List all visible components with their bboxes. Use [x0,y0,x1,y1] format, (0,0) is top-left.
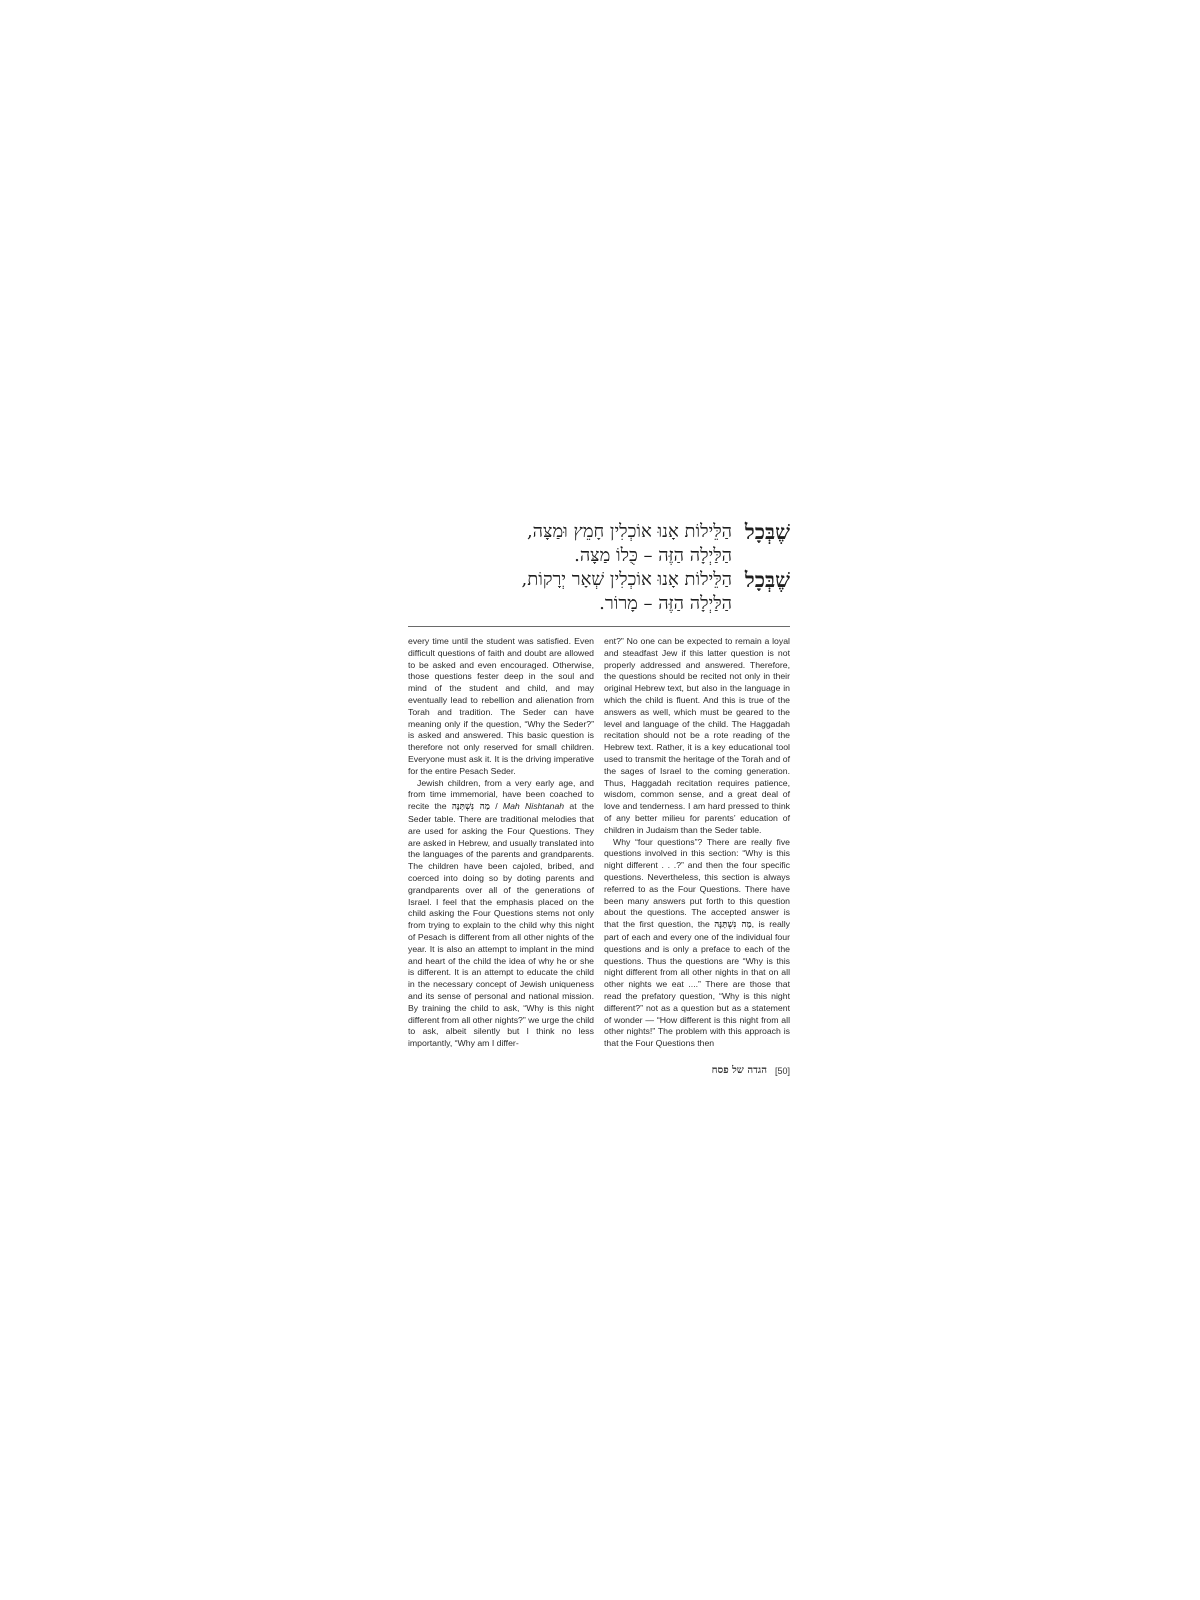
hebrew-passage [408,520,790,612]
text-run: Why “four questions”? There are really five questions involved in this section: “Why is this night different . . .?” and then the four specific questions. Nevertheless, this section is always referred to as the Four Questions. There have been many answers put forth to this question about the questions. The accepted answer is that the first question, the [604,836,790,930]
section-divider [408,626,790,627]
paragraph: ent?” No one can be expected to remain a loyal and steadfast Jew if this latter question is not properly addressed and answered. Therefore, the questions should be recited not only in their original Hebrew text, but also in the language in which the child is fluent. And this is true of the answers as well, which must be geared to the level and language of the child. The Haggadah recitation should not be a rote reading of the Hebrew text. Rather, it is a key educational tool used to transmit the heritage of the Torah and of the sages of Israel to the coming generation. Thus, Haggadah recitation requires patience, wisdom, common sense, and a great deal of love and tenderness. I am hard pressed to think of any better milieu for parents’ education of children in Judaism than the Seder table. [604,636,790,835]
paragraph: every time until the student was satisfied. Even difficult questions of faith and doubt are allowed to be asked and even encouraged. Otherwise, those questions fester deep in the soul and mind of the student and child, and may eventually lead to rebellion and alienation from Torah and tradition. The Seder can have meaning only if the question, “Why the Seder?” is asked and answered. This basic question is therefore not only reserved for small children. Everyone must ask it. It is the driving imperative for the entire Pesach Seder. [408,636,594,776]
left-column [408,636,594,1050]
hebrew-stanza-2 [408,568,790,616]
page-number: [50] [774,1065,790,1076]
hebrew-line: הַלֵּילוֹת אָנוּ אוֹכְלִין חָמֵץ וּמַצָּה, [526,521,732,542]
commentary-columns [408,636,790,1050]
transliteration: Mah Nishtanah [502,801,565,812]
hebrew-line: הַלַּיְלָה הַזֶּה – מָרוֹר. [599,593,732,614]
hebrew-lead-word-2: שֶׁבְּכָל [744,567,790,592]
hebrew-stanza-1 [408,520,790,568]
hebrew-lead-word-1: שֶׁבְּכָל [744,519,790,544]
hebrew-stanza-1-lines [408,520,732,568]
text-run: at the Seder table. There are traditional melodies that are used for asking the Four Questions. They are asked in Hebrew, and usually translated into the languages of the parents and grandparents. The children have been cajoled, bribed, and coerced into doing so by doting parents and grandparents over all of the generations of Israel. I feel that the emphasis placed on the child asking the Four Questions stems not only from trying to explain to the child why this night of Pesach is different from all other nights of the year. It is also an attempt to implant in the mind and heart of the child the idea of why he or she is different. It is an attempt to educate the child in the necessary concept of Jewish uniqueness and its sense of personal and national mission. By training the child to ask, “Why is this night different from all other nights?” we urge the child to ask, albeit silently but I think no less importantly, “Why am I differ- [408,801,594,1049]
running-title: הגדה של פסח [711,1065,767,1076]
text-run: , is really part of each and every one of the individual four questions and is only a preface to each of the questions. Thus the questions are “Why is this night different from all other nights in that on all other nights we eat ....” There are those that read the prefatory question, “Why is this night different?” not as a question but as a statement of wonder — “How different is this night from all other nights!” The problem with this approach is that the Four Questions then [604,919,790,1049]
book-page [408,519,790,1076]
page-footer [408,1065,790,1076]
hebrew-line: הַלַּיְלָה הַזֶּה – כֻּלוֹ מַצָּה. [574,545,732,566]
text-run: Jewish children, from a very early age, and from time immemorial, have been coached to recite the [408,777,594,812]
hebrew-term: מַה נִּשְׁתַּנָּה [451,802,490,813]
hebrew-term: מַה נִּשְׁתַּנָּה [714,920,752,931]
paragraph [604,837,790,1050]
hebrew-line: הַלֵּילוֹת אָנוּ אוֹכְלִין שְׁאָר יְרָקוֹת, [521,569,732,590]
paragraph [408,778,594,1050]
hebrew-stanza-2-lines [408,568,732,616]
right-column [604,636,790,1050]
text-run: / [489,801,503,812]
